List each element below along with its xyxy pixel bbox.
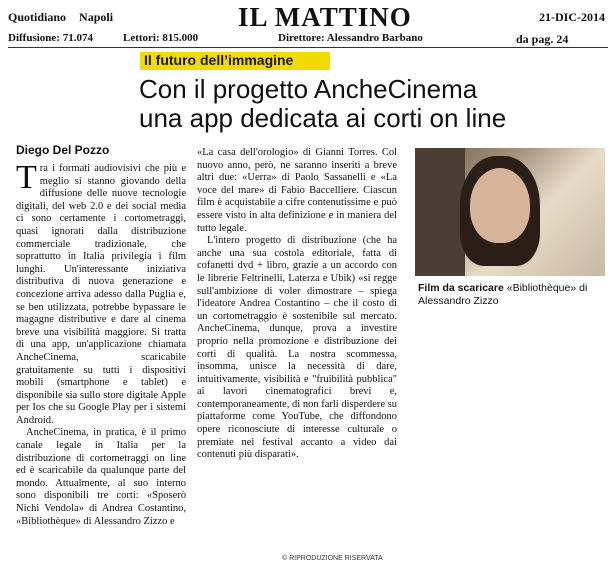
- article-column-2: [197, 147, 397, 462]
- byline: Diego Del Pozzo: [16, 143, 110, 157]
- kicker-text: Il futuro dell’immagine: [144, 52, 294, 68]
- header-rule: [8, 47, 608, 48]
- copyright-notice: © RIPRODUZIONE RISERVATA: [282, 555, 383, 562]
- direttore: Direttore: Alessandro Barbano: [278, 32, 423, 44]
- caption-rest: «Bibliothèque» di Alessandro Zizzo: [418, 282, 588, 307]
- headline-line-2: una app dedicata ai corti on line: [139, 103, 507, 133]
- quotidiano-label: Quotidiano: [8, 10, 67, 24]
- photo-caption: [418, 282, 608, 308]
- publication-info: [8, 10, 123, 25]
- paragraph-text: ra i formati audiovisivi che più e meglio si stanno giovando della diffusione delle nuove tecnologie digitali, del web 2.0 e dei social media ci sono certamente i cortometraggi, quasi ignorati dalla distribuzione commerciale tradizionale, che soprattutto in Italia privilegia i film lunghi. Un'interessante iniziativa distributiva di nuova generazione e concezione arriva adesso dalla Puglia e, se ben utilizzata, potrebbe bypassare le magagne distributive e dare al cinema breve una visibilità maggiore. Si tratta di una app, un'applicazione chiamata AncheCinema, scaricabile gratuitamente su tutti i dispositivi mobili (smartphone e tablet) e disponibile sia sullo store digitale Apple per Ios che su Google Play per i sistemi Android.: [16, 163, 186, 426]
- page-ref: da pag. 24: [516, 32, 569, 46]
- film-still-photo: [415, 148, 605, 276]
- photo-background: [415, 148, 465, 276]
- paragraph: [16, 159, 186, 427]
- headline: [139, 75, 599, 133]
- dropcap: T: [16, 159, 37, 196]
- issue-date: 21-DIC-2014: [539, 10, 605, 24]
- city-label: Napoli: [79, 10, 114, 24]
- caption-bold: Film da scaricare: [418, 282, 504, 294]
- kicker-banner: [140, 52, 330, 70]
- lettori: Lettori: 815.000: [123, 32, 199, 44]
- masthead-logo: IL MATTINO: [238, 2, 412, 32]
- article-column-1: [16, 159, 186, 528]
- diffusione: Diffusione: 71.074: [8, 32, 93, 44]
- paragraph: AncheCinema, in pratica, è il primo canale legale in Italia per la distribuzione di cortometraggi on line ed è scaricabile da qualunque parte del mondo. Attualmente, al suo interno sono disponibili tre corti: «Sposerò Nichi Vendola» di Andrea Costantino, «Bibliothèque» di Alessandro Zizzo e: [16, 427, 186, 527]
- page-header: [0, 0, 615, 48]
- paragraph: «La casa dell'orologio» di Gianni Torres. Col nuovo anno, però, ne saranno inseriti a breve altri due: «Uerra» di Paolo Sassanelli e «La voce del mare» di Fabio Baccelliere. Ciascun film è acquistabile a cifre contenutissime e può essere visto in alta definizione e in maniera del tutto legale.: [197, 147, 397, 234]
- paragraph: L'intero progetto di distribuzione (che ha anche una sua costola editoriale, fatta di cofanetti dvd + libro, grazie a un accordo con le librerie Feltrinelli, Laterza e Ubik) «si regge sull'ambizione di voler dimostrare – spiega l'ideatore Andrea Costantino – che il costo di un cortometraggio è sostenibile sul mercato. AncheCinema, dunque, prova a investire proprio nella promozione e distribuzione dei corti di qualità. La nostra scommessa, insomma, unisce la necessità di dare, intuitivamente, visibilità e "fruibilità pubblica" ai lavori cinematografici brevi e, contemporaneamente, di non farli disperdere su piattaforme come YouTube, che diffondono opere riconosciute di interesse culturale o premiate nei festival accanto a video dai contenuti più disparati».: [197, 235, 398, 461]
- photo-face: [470, 168, 530, 243]
- headline-line-1: Con il progetto AncheCinema: [139, 74, 478, 104]
